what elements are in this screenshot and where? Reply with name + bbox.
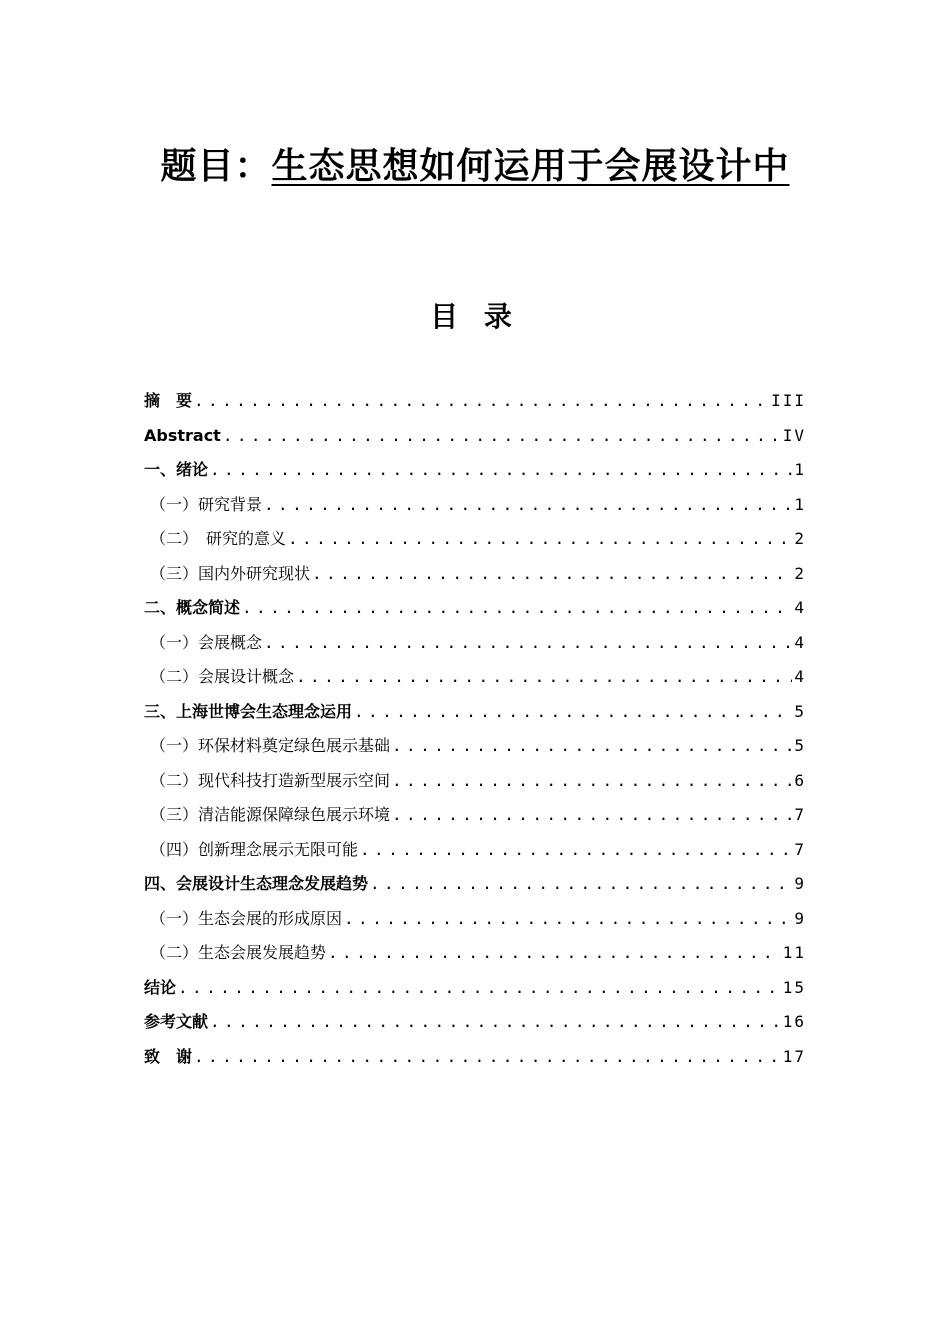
toc-entry-label: （四）创新理念展示无限可能 bbox=[150, 839, 359, 859]
toc-leader-dots bbox=[360, 837, 792, 863]
toc-leader-dots bbox=[210, 457, 792, 483]
toc-entry[interactable] bbox=[144, 837, 806, 872]
toc-leader-dots bbox=[194, 388, 769, 414]
toc-entry-label: （一）生态会展的形成原因 bbox=[150, 908, 343, 928]
toc-entry-label: （一）研究背景 bbox=[150, 494, 263, 514]
title-prefix: 题目： bbox=[160, 145, 272, 187]
toc-leader-dots bbox=[264, 630, 792, 656]
toc-entry-page-number: 1 bbox=[794, 494, 806, 514]
toc-entry[interactable] bbox=[144, 940, 806, 975]
toc-entry-label: 结论 bbox=[144, 977, 177, 997]
toc-entry[interactable] bbox=[144, 1009, 806, 1044]
toc-leader-dots bbox=[392, 768, 792, 794]
toc-entry-page-number: 4 bbox=[794, 598, 806, 617]
toc-leader-dots bbox=[178, 975, 781, 1001]
toc-leader-dots bbox=[264, 492, 792, 518]
toc-leader-dots bbox=[223, 423, 781, 449]
toc-leader-dots bbox=[392, 802, 792, 828]
document-title bbox=[0, 138, 950, 189]
toc-leader-dots bbox=[328, 940, 781, 966]
toc-leader-dots bbox=[194, 1044, 781, 1070]
toc-entry-label: 四、会展设计生态理念发展趋势 bbox=[144, 874, 369, 893]
toc-leader-dots bbox=[312, 561, 792, 587]
toc-entry[interactable] bbox=[144, 664, 806, 699]
toc-entry[interactable] bbox=[144, 768, 806, 803]
toc-heading: 目 录 bbox=[430, 300, 520, 333]
toc-entry-page-number: 6 bbox=[794, 770, 806, 790]
toc-entry[interactable] bbox=[144, 1044, 806, 1079]
toc-entry[interactable] bbox=[144, 733, 806, 768]
toc-leader-dots bbox=[296, 664, 792, 690]
toc-entry-page-number: 7 bbox=[794, 805, 806, 824]
toc-entry-page-number: 9 bbox=[794, 908, 806, 928]
toc-entry[interactable] bbox=[144, 630, 806, 665]
toc-entry-label: （一）环保材料奠定绿色展示基础 bbox=[150, 736, 391, 755]
title-topic: 生态思想如何运用于会展设计中 bbox=[271, 145, 790, 187]
toc-entry-page-number: 16 bbox=[782, 1012, 806, 1031]
toc-entry-page-number: 4 bbox=[794, 632, 806, 652]
toc-entry-label: 致 谢 bbox=[144, 1046, 193, 1066]
toc-entry-page-number: 5 bbox=[794, 736, 806, 755]
toc-leader-dots bbox=[370, 871, 792, 897]
toc-entry-label: （三）清洁能源保障绿色展示环境 bbox=[150, 805, 391, 824]
toc-leader-dots bbox=[392, 733, 792, 759]
toc-entry[interactable] bbox=[144, 802, 806, 837]
toc-entry[interactable] bbox=[144, 388, 806, 423]
toc-entry-label: 二、概念简述 bbox=[144, 598, 241, 617]
toc-entry[interactable] bbox=[144, 492, 806, 527]
toc-entry-page-number: 9 bbox=[794, 874, 806, 893]
toc-entry-page-number: 2 bbox=[794, 529, 806, 548]
toc-entry[interactable] bbox=[144, 871, 806, 906]
toc-leader-dots bbox=[344, 906, 792, 932]
toc-entry-label: 一、绪论 bbox=[144, 460, 209, 479]
toc-entry-page-number: 15 bbox=[782, 977, 806, 997]
toc-entry-label: 摘 要 bbox=[144, 391, 193, 410]
toc-entry-label: （二）现代科技打造新型展示空间 bbox=[150, 770, 391, 790]
toc-entry[interactable] bbox=[144, 699, 806, 734]
toc-leader-dots bbox=[288, 526, 792, 552]
toc-entry[interactable] bbox=[144, 457, 806, 492]
toc-entry-label: （二） 研究的意义 bbox=[150, 529, 287, 548]
toc-entry-page-number: IV bbox=[782, 425, 806, 445]
toc-entry[interactable] bbox=[144, 526, 806, 561]
toc-entry-page-number: III bbox=[771, 391, 806, 410]
toc-entry-label: （三）国内外研究现状 bbox=[150, 563, 311, 583]
toc-leader-dots bbox=[242, 595, 792, 621]
table-of-contents bbox=[144, 388, 806, 1078]
toc-entry-label: Abstract bbox=[144, 425, 221, 445]
toc-entry-page-number: 11 bbox=[782, 943, 806, 962]
toc-entry-page-number: 1 bbox=[794, 460, 806, 479]
toc-entry-label: 三、上海世博会生态理念运用 bbox=[144, 701, 353, 721]
toc-leader-dots bbox=[354, 699, 792, 725]
toc-entry[interactable] bbox=[144, 906, 806, 941]
toc-entry-label: （一）会展概念 bbox=[150, 632, 263, 652]
toc-entry-page-number: 2 bbox=[794, 563, 806, 583]
toc-entry[interactable] bbox=[144, 975, 806, 1010]
toc-entry-page-number: 17 bbox=[782, 1046, 806, 1066]
toc-entry-page-number: 5 bbox=[794, 701, 806, 721]
toc-entry[interactable] bbox=[144, 423, 806, 458]
toc-entry-page-number: 7 bbox=[794, 839, 806, 859]
toc-entry-label: 参考文献 bbox=[144, 1012, 209, 1031]
toc-entry[interactable] bbox=[144, 595, 806, 630]
toc-entry-page-number: 4 bbox=[794, 667, 806, 686]
toc-entry-label: （二）会展设计概念 bbox=[150, 667, 295, 686]
toc-entry-label: （二）生态会展发展趋势 bbox=[150, 943, 327, 962]
toc-leader-dots bbox=[210, 1009, 781, 1035]
toc-entry[interactable] bbox=[144, 561, 806, 596]
